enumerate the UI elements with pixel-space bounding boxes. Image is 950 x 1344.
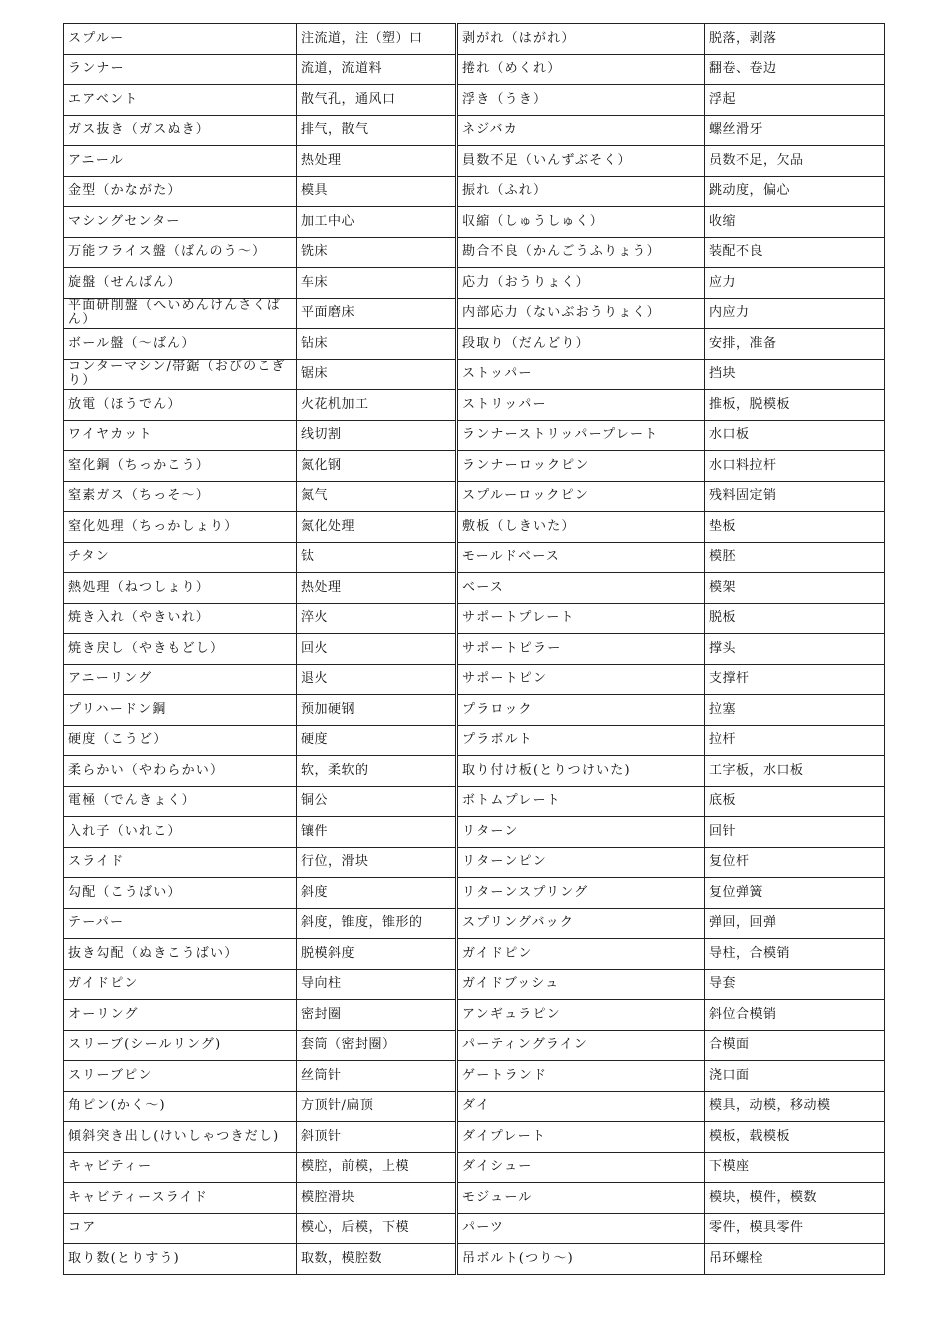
chinese-term-right: 残料固定销 <box>705 481 885 512</box>
table-row <box>64 359 885 390</box>
chinese-term-right: 复位杆 <box>705 847 885 878</box>
japanese-term-right: リターンスプリング <box>457 878 705 909</box>
chinese-term-right: 安排，准备 <box>705 329 885 360</box>
japanese-term-left: コンターマシン/帯鋸（おびのこぎり） <box>64 359 297 390</box>
japanese-term-left: アニーリング <box>64 664 297 695</box>
chinese-term-right: 浮起 <box>705 85 885 116</box>
chinese-term-right: 浇口面 <box>705 1061 885 1092</box>
table-row <box>64 817 885 848</box>
japanese-term-left: スリーブピン <box>64 1061 297 1092</box>
chinese-term-left: 流道，流道料 <box>297 54 457 85</box>
chinese-term-left: 预加硬钢 <box>297 695 457 726</box>
japanese-term-left: 窒素ガス（ちっそ～） <box>64 481 297 512</box>
table-row <box>64 237 885 268</box>
chinese-term-right: 零件，模具零件 <box>705 1213 885 1244</box>
japanese-term-left: ガス抜き（ガスぬき） <box>64 115 297 146</box>
japanese-term-left: エアベント <box>64 85 297 116</box>
japanese-term-right: プラロック <box>457 695 705 726</box>
table-row <box>64 54 885 85</box>
japanese-term-right: 剥がれ（はがれ） <box>457 24 705 55</box>
chinese-term-right: 应力 <box>705 268 885 299</box>
chinese-term-left: 钛 <box>297 542 457 573</box>
japanese-term-right: 敷板（しきいた） <box>457 512 705 543</box>
japanese-term-right: 応力（おうりょく） <box>457 268 705 299</box>
japanese-term-left: ガイドピン <box>64 969 297 1000</box>
japanese-term-right: 勘合不良（かんごうふりょう） <box>457 237 705 268</box>
japanese-term-left: コア <box>64 1213 297 1244</box>
chinese-term-right: 吊环螺栓 <box>705 1244 885 1275</box>
table-row <box>64 908 885 939</box>
japanese-term-left: 金型（かながた） <box>64 176 297 207</box>
chinese-term-right: 水口板 <box>705 420 885 451</box>
japanese-term-left: キャビティー <box>64 1152 297 1183</box>
chinese-term-left: 火花机加工 <box>297 390 457 421</box>
chinese-term-right: 导套 <box>705 969 885 1000</box>
chinese-term-left: 加工中心 <box>297 207 457 238</box>
chinese-term-left: 铜公 <box>297 786 457 817</box>
japanese-term-left: 焼き入れ（やきいれ） <box>64 603 297 634</box>
table-row <box>64 1000 885 1031</box>
table-row <box>64 664 885 695</box>
table-row <box>64 725 885 756</box>
japanese-term-right: サポートプレート <box>457 603 705 634</box>
chinese-term-left: 模具 <box>297 176 457 207</box>
table-row <box>64 451 885 482</box>
chinese-term-right: 撑头 <box>705 634 885 665</box>
table-row <box>64 390 885 421</box>
japanese-term-left: スライド <box>64 847 297 878</box>
chinese-term-left: 套筒（密封圈） <box>297 1030 457 1061</box>
japanese-term-left: 入れ子（いれこ） <box>64 817 297 848</box>
japanese-term-right: ストリッパー <box>457 390 705 421</box>
chinese-term-right: 合模面 <box>705 1030 885 1061</box>
japanese-term-right: ガイドブッシュ <box>457 969 705 1000</box>
chinese-term-left: 淬火 <box>297 603 457 634</box>
table-row <box>64 512 885 543</box>
chinese-term-left: 热处理 <box>297 146 457 177</box>
chinese-term-left: 退火 <box>297 664 457 695</box>
table-row <box>64 1091 885 1122</box>
glossary-body <box>64 24 885 1275</box>
chinese-term-right: 装配不良 <box>705 237 885 268</box>
table-row <box>64 573 885 604</box>
table-row <box>64 207 885 238</box>
chinese-term-left: 回火 <box>297 634 457 665</box>
japanese-term-left: 焼き戻し（やきもどし） <box>64 634 297 665</box>
chinese-term-right: 支撑杆 <box>705 664 885 695</box>
japanese-term-right: ダイ <box>457 1091 705 1122</box>
chinese-term-right: 模具，动模，移动模 <box>705 1091 885 1122</box>
japanese-term-right: スプルーロックピン <box>457 481 705 512</box>
table-row <box>64 146 885 177</box>
table-row <box>64 85 885 116</box>
japanese-term-right: ネジバカ <box>457 115 705 146</box>
japanese-term-right: ストッパー <box>457 359 705 390</box>
japanese-term-right: パーティングライン <box>457 1030 705 1061</box>
table-row <box>64 115 885 146</box>
japanese-term-right: ランナーストリッパープレート <box>457 420 705 451</box>
table-row <box>64 695 885 726</box>
japanese-term-right: 収縮（しゅうしゅく） <box>457 207 705 238</box>
chinese-term-left: 斜顶针 <box>297 1122 457 1153</box>
chinese-term-left: 排气，散气 <box>297 115 457 146</box>
japanese-term-right: ガイドピン <box>457 939 705 970</box>
japanese-term-left: テーパー <box>64 908 297 939</box>
table-row <box>64 786 885 817</box>
japanese-term-left: 取り数(とりすう) <box>64 1244 297 1275</box>
japanese-term-left: 柔らかい（やわらかい） <box>64 756 297 787</box>
table-row <box>64 420 885 451</box>
japanese-term-right: パーツ <box>457 1213 705 1244</box>
japanese-term-left: 傾斜突き出し(けいしゃつきだし) <box>64 1122 297 1153</box>
japanese-term-right: 吊ボルト(つり～) <box>457 1244 705 1275</box>
chinese-term-right: 复位弹簧 <box>705 878 885 909</box>
japanese-term-right: ベース <box>457 573 705 604</box>
chinese-term-right: 模胚 <box>705 542 885 573</box>
table-row <box>64 1183 885 1214</box>
japanese-term-right: アンギュラピン <box>457 1000 705 1031</box>
japanese-term-left: ワイヤカット <box>64 420 297 451</box>
chinese-term-right: 回针 <box>705 817 885 848</box>
japanese-term-right: 取り付け板(とりつけいた) <box>457 756 705 787</box>
table-row <box>64 481 885 512</box>
chinese-term-left: 氮气 <box>297 481 457 512</box>
japanese-term-left: 窒化処理（ちっかしょり） <box>64 512 297 543</box>
japanese-term-left: 平面研削盤（へいめんけんさくばん） <box>64 298 297 329</box>
chinese-term-right: 模架 <box>705 573 885 604</box>
chinese-term-right: 模板，载模板 <box>705 1122 885 1153</box>
chinese-term-left: 模心，后模，下模 <box>297 1213 457 1244</box>
chinese-term-right: 螺丝滑牙 <box>705 115 885 146</box>
table-row <box>64 878 885 909</box>
chinese-term-right: 斜位合模销 <box>705 1000 885 1031</box>
japanese-term-left: オーリング <box>64 1000 297 1031</box>
japanese-term-left: ランナー <box>64 54 297 85</box>
japanese-term-right: モジュール <box>457 1183 705 1214</box>
chinese-term-left: 线切割 <box>297 420 457 451</box>
japanese-term-right: スプリングバック <box>457 908 705 939</box>
table-row <box>64 1213 885 1244</box>
chinese-term-left: 密封圈 <box>297 1000 457 1031</box>
japanese-term-left: 硬度（こうど） <box>64 725 297 756</box>
table-row <box>64 1122 885 1153</box>
chinese-term-right: 弹回，回弹 <box>705 908 885 939</box>
chinese-term-left: 丝筒针 <box>297 1061 457 1092</box>
chinese-term-left: 行位，滑块 <box>297 847 457 878</box>
chinese-term-left: 锯床 <box>297 359 457 390</box>
table-row <box>64 969 885 1000</box>
japanese-term-right: ダイシュー <box>457 1152 705 1183</box>
japanese-term-left: ボール盤（～ばん） <box>64 329 297 360</box>
japanese-term-right: 内部応力（ないぶおうりょく） <box>457 298 705 329</box>
chinese-term-left: 散气孔，通风口 <box>297 85 457 116</box>
chinese-term-left: 脱模斜度 <box>297 939 457 970</box>
table-row <box>64 24 885 55</box>
table-row <box>64 1061 885 1092</box>
japanese-term-left: マシングセンター <box>64 207 297 238</box>
japanese-term-right: サポートピラー <box>457 634 705 665</box>
table-row <box>64 268 885 299</box>
chinese-term-right: 底板 <box>705 786 885 817</box>
chinese-term-right: 拉塞 <box>705 695 885 726</box>
japanese-term-right: モールドベース <box>457 542 705 573</box>
japanese-term-right: サポートピン <box>457 664 705 695</box>
chinese-term-left: 硬度 <box>297 725 457 756</box>
japanese-term-right: リターン <box>457 817 705 848</box>
japanese-term-right: リターンピン <box>457 847 705 878</box>
japanese-term-right: ランナーロックピン <box>457 451 705 482</box>
chinese-term-right: 挡块 <box>705 359 885 390</box>
japanese-term-right: 段取り（だんどり） <box>457 329 705 360</box>
chinese-term-right: 内应力 <box>705 298 885 329</box>
japanese-term-left: スリーブ(シールリング) <box>64 1030 297 1061</box>
glossary-table <box>63 23 885 1275</box>
chinese-term-left: 模腔滑块 <box>297 1183 457 1214</box>
table-row <box>64 756 885 787</box>
table-row <box>64 634 885 665</box>
japanese-term-left: 窒化鋼（ちっかこう） <box>64 451 297 482</box>
chinese-term-right: 导柱，合模销 <box>705 939 885 970</box>
japanese-term-left: プリハードン鋼 <box>64 695 297 726</box>
chinese-term-right: 模块，模件，模数 <box>705 1183 885 1214</box>
japanese-term-right: プラボルト <box>457 725 705 756</box>
chinese-term-left: 软，柔软的 <box>297 756 457 787</box>
chinese-term-left: 钻床 <box>297 329 457 360</box>
chinese-term-left: 氮化处理 <box>297 512 457 543</box>
japanese-term-right: 浮き（うき） <box>457 85 705 116</box>
table-row <box>64 1030 885 1061</box>
japanese-term-left: 熱処理（ねつしょり） <box>64 573 297 604</box>
japanese-term-left: 勾配（こうばい） <box>64 878 297 909</box>
chinese-term-left: 注流道，注（塑）口 <box>297 24 457 55</box>
chinese-term-right: 收缩 <box>705 207 885 238</box>
chinese-term-right: 跳动度，偏心 <box>705 176 885 207</box>
chinese-term-right: 翻卷、卷边 <box>705 54 885 85</box>
chinese-term-left: 斜度 <box>297 878 457 909</box>
chinese-term-right: 下模座 <box>705 1152 885 1183</box>
chinese-term-left: 车床 <box>297 268 457 299</box>
japanese-term-left: 旋盤（せんばん） <box>64 268 297 299</box>
japanese-term-left: キャビティースライド <box>64 1183 297 1214</box>
chinese-term-left: 方顶针/扁顶 <box>297 1091 457 1122</box>
chinese-term-left: 热处理 <box>297 573 457 604</box>
table-row <box>64 1244 885 1275</box>
chinese-term-left: 模腔，前模，上模 <box>297 1152 457 1183</box>
table-row <box>64 939 885 970</box>
table-row <box>64 298 885 329</box>
chinese-term-right: 推板，脱模板 <box>705 390 885 421</box>
table-row <box>64 847 885 878</box>
table-row <box>64 176 885 207</box>
chinese-term-left: 取数，模腔数 <box>297 1244 457 1275</box>
japanese-term-left: チタン <box>64 542 297 573</box>
japanese-term-left: 角ピン(かく～) <box>64 1091 297 1122</box>
chinese-term-right: 工字板，水口板 <box>705 756 885 787</box>
chinese-term-left: 斜度，锥度，锥形的 <box>297 908 457 939</box>
japanese-term-right: 捲れ（めくれ） <box>457 54 705 85</box>
chinese-term-left: 镶件 <box>297 817 457 848</box>
japanese-term-left: 放電（ほうでん） <box>64 390 297 421</box>
japanese-term-left: スプルー <box>64 24 297 55</box>
japanese-term-left: 抜き勾配（ぬきこうばい） <box>64 939 297 970</box>
japanese-term-right: ボトムプレート <box>457 786 705 817</box>
japanese-term-right: 員数不足（いんずぶそく） <box>457 146 705 177</box>
table-row <box>64 1152 885 1183</box>
table-row <box>64 329 885 360</box>
chinese-term-right: 脱板 <box>705 603 885 634</box>
chinese-term-left: 平面磨床 <box>297 298 457 329</box>
chinese-term-left: 铣床 <box>297 237 457 268</box>
chinese-term-left: 导向柱 <box>297 969 457 1000</box>
japanese-term-left: アニール <box>64 146 297 177</box>
table-row <box>64 542 885 573</box>
japanese-term-left: 万能フライス盤（ばんのう～） <box>64 237 297 268</box>
chinese-term-right: 垫板 <box>705 512 885 543</box>
japanese-term-right: ゲートランド <box>457 1061 705 1092</box>
table-row <box>64 603 885 634</box>
japanese-term-right: ダイプレート <box>457 1122 705 1153</box>
chinese-term-left: 氮化钢 <box>297 451 457 482</box>
chinese-term-right: 员数不足，欠品 <box>705 146 885 177</box>
chinese-term-right: 拉杆 <box>705 725 885 756</box>
japanese-term-left: 電極（でんきょく） <box>64 786 297 817</box>
japanese-term-right: 振れ（ふれ） <box>457 176 705 207</box>
chinese-term-right: 脱落，剥落 <box>705 24 885 55</box>
chinese-term-right: 水口料拉杆 <box>705 451 885 482</box>
